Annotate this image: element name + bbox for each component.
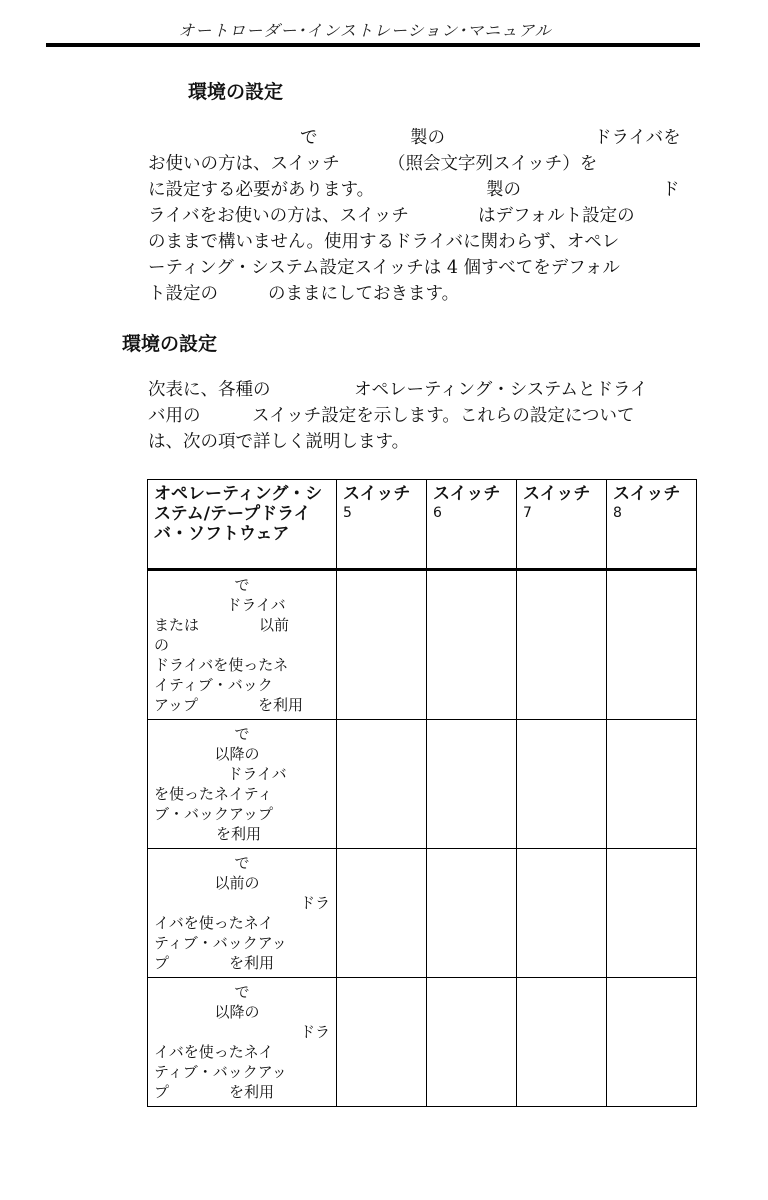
switch-7-header: スイッチ 7	[517, 480, 607, 570]
paragraph-line: は、次の項で詳しく説明します。	[148, 432, 410, 452]
switch-5-header: スイッチ 5	[337, 480, 427, 570]
running-header: オートローダー･インストレーション･マニュアル	[178, 21, 552, 40]
paragraph-line: で 製の ドライバを	[300, 128, 681, 148]
os-cell: で 以降の ドライバ を使ったネイティ ブ・バックアップ を利用	[148, 720, 337, 849]
switch-5-cell	[337, 720, 427, 849]
switch-5-cell	[337, 570, 427, 720]
switch-8-cell	[607, 978, 697, 1107]
os-cell: で 以降の ドラ イバを使ったネイ ティブ・バックアッ プ を利用	[148, 978, 337, 1107]
switch-8-header: スイッチ 8	[607, 480, 697, 570]
switch-7-cell	[517, 978, 607, 1107]
switch-5-cell	[337, 849, 427, 978]
paragraph-line: ライバをお使いの方は、スイッチ はデフォルト設定の	[148, 206, 635, 226]
switch-7-cell	[517, 570, 607, 720]
section-2-paragraph	[148, 377, 693, 455]
os-column-header: オペレーティング・システム/テープドライバ・ソフトウェア	[148, 480, 337, 570]
switch-7-cell	[517, 849, 607, 978]
section-heading-1: 環境の設定	[188, 81, 284, 103]
switch-5-cell	[337, 978, 427, 1107]
paragraph-line: 次表に、各種の オペレーティング・システムとドライ	[148, 380, 648, 400]
paragraph-line: ト設定の のままにしておきます。	[148, 284, 460, 304]
switch-8-cell	[607, 570, 697, 720]
table-row	[148, 849, 697, 978]
table-header-row	[148, 480, 697, 570]
table-row	[148, 720, 697, 849]
os-cell: で 以前の ドラ イバを使ったネイ ティブ・バックアッ プ を利用	[148, 849, 337, 978]
paragraph-line: ーティング・システム設定スイッチは 4 個すべてをデフォル	[148, 258, 620, 278]
switch-8-cell	[607, 849, 697, 978]
paragraph-line: お使いの方は、スイッチ （照会文字列スイッチ）を	[148, 154, 598, 174]
switch-6-cell	[427, 720, 517, 849]
paragraph-line: に設定する必要があります。 製の ド	[148, 180, 680, 200]
header-rule	[46, 43, 700, 47]
switch-8-cell	[607, 720, 697, 849]
section-1-paragraph	[148, 125, 693, 307]
switch-6-cell	[427, 978, 517, 1107]
switch-7-cell	[517, 720, 607, 849]
os-cell: で ドライバ または 以前 の ドライバを使ったネ イティブ・バック アップ を利用	[148, 570, 337, 720]
switch-6-header: スイッチ 6	[427, 480, 517, 570]
switch-settings-table	[147, 479, 697, 1107]
section-heading-2: 環境の設定	[122, 333, 218, 355]
table-row	[148, 570, 697, 720]
switch-6-cell	[427, 570, 517, 720]
table-row	[148, 978, 697, 1107]
paragraph-line: のままで構いません。使用するドライバに関わらず、オペレ	[148, 232, 620, 252]
paragraph-line: バ用の スイッチ設定を示します。これらの設定について	[148, 406, 635, 426]
switch-6-cell	[427, 849, 517, 978]
